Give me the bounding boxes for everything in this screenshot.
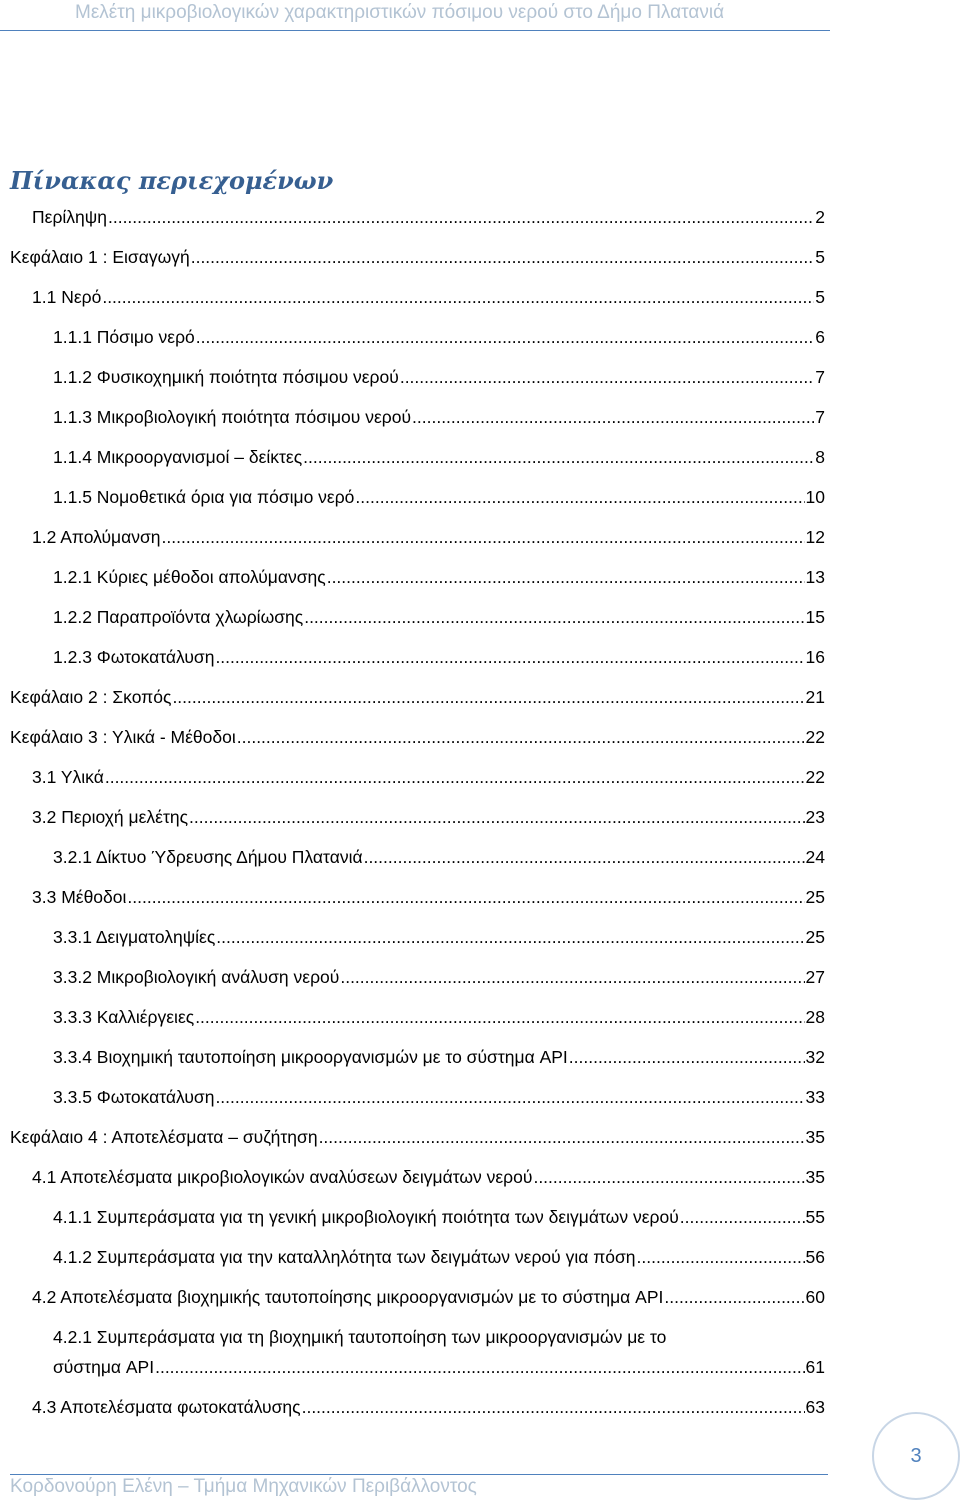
toc-entry[interactable]	[53, 1202, 825, 1232]
toc-leader-dots	[400, 362, 814, 392]
header-title: Μελέτη μικροβιολογικών χαρακτηριστικών πόσιμου νερού στο Δήμο Πλατανιά	[75, 2, 725, 23]
toc-entry-page: 7	[815, 367, 825, 387]
toc-entry-page: 25	[805, 887, 825, 907]
toc-leader-dots	[216, 922, 804, 952]
toc-leader-dots	[196, 322, 815, 352]
toc-entry-page: 22	[805, 767, 825, 787]
toc-entry-label: Κεφάλαιο 1 : Εισαγωγή	[10, 247, 190, 267]
toc-entry-page: 10	[805, 487, 825, 507]
toc-entry-label: 3.2.1 Δίκτυο Ύδρευσης Δήμου Πλατανιά	[53, 847, 363, 867]
toc-entry[interactable]	[53, 322, 825, 352]
toc-entry[interactable]	[53, 842, 825, 872]
toc-leader-dots	[364, 842, 805, 872]
toc-entry-label: Περίληψη	[32, 207, 107, 227]
toc-leader-dots	[637, 1242, 805, 1272]
toc-leader-dots	[664, 1282, 804, 1312]
toc-leader-dots	[215, 642, 804, 672]
toc-entry-page: 33	[805, 1087, 825, 1107]
toc-leader-dots	[162, 522, 805, 552]
toc-entry-page: 15	[805, 607, 825, 627]
toc-entry-label: 1.1 Νερό	[32, 287, 102, 307]
toc-entry-page: 16	[805, 647, 825, 667]
toc-entry-label: 1.1.4 Μικροοργανισμοί – δείκτες	[53, 447, 303, 467]
toc-entry-page: 5	[815, 247, 825, 267]
toc-entry-label: 3.3.3 Καλλιέργειες	[53, 1007, 195, 1027]
toc-entry[interactable]	[53, 362, 825, 392]
footer-divider	[10, 1474, 828, 1475]
toc-entry[interactable]	[32, 1162, 825, 1192]
toc-entry[interactable]	[53, 1042, 825, 1072]
toc-entry[interactable]	[32, 1282, 825, 1312]
toc-leader-dots	[412, 402, 814, 432]
toc-entry[interactable]	[32, 1392, 825, 1422]
toc-leader-dots	[237, 722, 805, 752]
toc-entry[interactable]	[53, 1082, 825, 1112]
toc-entry-label: 1.2.2 Παραπροϊόντα χλωρίωσης	[53, 607, 304, 627]
toc-entry-page: 7	[815, 407, 825, 427]
toc-entry[interactable]	[53, 1242, 825, 1272]
toc-entry[interactable]	[53, 1322, 825, 1382]
toc-leader-dots	[191, 242, 815, 272]
toc-entry-label: 3.3.1 Δειγματοληψίες	[53, 927, 216, 947]
toc-entry-label: 1.1.2 Φυσικοχημική ποιότητα πόσιμου νερού	[53, 367, 399, 387]
toc-entry-label: 1.2.3 Φωτοκατάλυση	[53, 647, 215, 667]
toc-entry-label: 1.1.5 Νομοθετικά όρια για πόσιμο νερό	[53, 487, 355, 507]
toc-entry-page: 23	[805, 807, 825, 827]
toc-leader-dots	[172, 682, 804, 712]
toc-entry-label: 3.3 Μέθοδοι	[32, 887, 127, 907]
page-number-badge	[872, 1412, 960, 1500]
toc-entry[interactable]	[10, 722, 825, 752]
toc-entry[interactable]	[53, 562, 825, 592]
toc-entry-page: 35	[805, 1167, 825, 1187]
toc-entry-page: 55	[805, 1207, 825, 1227]
toc-entry[interactable]	[32, 762, 825, 792]
toc-entry-label: 4.2 Αποτελέσματα βιοχημικής ταυτοποίησης μικροοργανισμών με το σύστημα API	[32, 1287, 664, 1307]
toc-leader-dots	[102, 282, 814, 312]
toc-entry-label: 4.1.2 Συμπεράσματα για την καταλληλότητα των δειγμάτων νερού για πόση	[53, 1247, 636, 1267]
toc-entry-label: 1.2 Απολύμανση	[32, 527, 161, 547]
toc-entry-label: 3.3.2 Μικροβιολογική ανάλυση νερού	[53, 967, 340, 987]
toc-entry-label: 4.1.1 Συμπεράσματα για τη γενική μικροβιολογική ποιότητα των δειγμάτων νερού	[53, 1207, 679, 1227]
toc-leader-dots	[680, 1202, 805, 1232]
page-number: 3	[910, 1444, 922, 1467]
toc-entry-page: 12	[805, 527, 825, 547]
toc-entry[interactable]	[53, 602, 825, 632]
toc-entry-page: 27	[805, 967, 825, 987]
toc-leader-dots	[195, 1002, 804, 1032]
toc-entry[interactable]	[53, 482, 825, 512]
toc-entry[interactable]	[32, 802, 825, 832]
toc-entry[interactable]	[53, 442, 825, 472]
toc-entry-label: 4.1 Αποτελέσματα μικροβιολογικών αναλύσεων δειγμάτων νερού	[32, 1167, 533, 1187]
toc-entry-label: Κεφάλαιο 4 : Αποτελέσματα – συζήτηση	[10, 1127, 318, 1147]
toc-leader-dots	[355, 482, 804, 512]
toc-entry-page: 2	[815, 207, 825, 227]
toc-entry-label: 3.3.4 Βιοχημική ταυτοποίηση μικροοργανισμών με το σύστημα API	[53, 1047, 568, 1067]
toc-leader-dots	[155, 1352, 804, 1382]
toc-entry-label: Κεφάλαιο 2 : Σκοπός	[10, 687, 172, 707]
toc-leader-dots	[189, 802, 805, 832]
toc-entry-page: 24	[805, 847, 825, 867]
toc-entry[interactable]	[32, 282, 825, 312]
toc-entry-page: 56	[805, 1247, 825, 1267]
toc-entry[interactable]	[53, 642, 825, 672]
toc-entry-page: 6	[815, 327, 825, 347]
toc-entry-label-continued: σύστημα API	[53, 1357, 155, 1377]
toc-entry-page: 22	[805, 727, 825, 747]
toc-leader-dots	[215, 1082, 804, 1112]
toc-entry[interactable]	[53, 922, 825, 952]
toc-entry-label: 4.3 Αποτελέσματα φωτοκατάλυσης	[32, 1397, 301, 1417]
toc-entry-page: 5	[815, 287, 825, 307]
toc-entry-label: 3.3.5 Φωτοκατάλυση	[53, 1087, 215, 1107]
toc-entry[interactable]	[32, 522, 825, 552]
toc-entry-page: 32	[805, 1047, 825, 1067]
toc-leader-dots	[105, 762, 805, 792]
toc-entry-page: 25	[805, 927, 825, 947]
toc-leader-dots	[569, 1042, 805, 1072]
toc-leader-dots	[108, 202, 814, 232]
toc-entry-page: 60	[805, 1287, 825, 1307]
toc-leader-dots	[340, 962, 804, 992]
toc-entry-page: 35	[805, 1127, 825, 1147]
toc-leader-dots	[127, 882, 804, 912]
toc-entry[interactable]	[53, 1002, 825, 1032]
toc-entry-label: 3.2 Περιοχή μελέτης	[32, 807, 189, 827]
toc-entry-page: 28	[805, 1007, 825, 1027]
toc-entry-label: 1.1.1 Πόσιμο νερό	[53, 327, 195, 347]
toc-entry-label: Κεφάλαιο 3 : Υλικά - Μέθοδοι	[10, 727, 236, 747]
toc-leader-dots	[302, 1392, 805, 1422]
toc-title: Πίνακας περιεχομένων	[10, 166, 334, 195]
toc-leader-dots	[303, 442, 814, 472]
toc-entry[interactable]	[10, 1122, 825, 1152]
toc-entry[interactable]	[32, 882, 825, 912]
toc-entry-label: 1.2.1 Κύριες μέθοδοι απολύμανσης	[53, 567, 326, 587]
toc-entry[interactable]	[53, 962, 825, 992]
toc-entry-label: 1.1.3 Μικροβιολογική ποιότητα πόσιμου νερού	[53, 407, 412, 427]
toc-entry-page: 63	[805, 1397, 825, 1417]
toc-entry-page: 13	[805, 567, 825, 587]
toc-entry-label: 3.1 Υλικά	[32, 767, 104, 787]
footer-author: Κορδονούρη Ελένη – Τμήμα Μηχανικών Περιβάλλοντος	[10, 1476, 477, 1497]
toc-entry-page: 61	[805, 1357, 825, 1377]
toc-entry[interactable]	[10, 242, 825, 272]
toc-entry[interactable]	[53, 402, 825, 432]
toc-entry[interactable]	[10, 682, 825, 712]
toc-leader-dots	[533, 1162, 804, 1192]
toc-entry-page: 21	[805, 687, 825, 707]
toc-leader-dots	[319, 1122, 805, 1152]
toc-leader-dots	[304, 602, 804, 632]
toc-leader-dots	[327, 562, 805, 592]
toc-entry[interactable]	[32, 202, 825, 232]
toc-entry-label: 4.2.1 Συμπεράσματα για τη βιοχημική ταυτοποίηση των μικροοργανισμών με το	[53, 1327, 667, 1347]
toc-entry-page: 8	[815, 447, 825, 467]
page-header	[0, 0, 830, 31]
